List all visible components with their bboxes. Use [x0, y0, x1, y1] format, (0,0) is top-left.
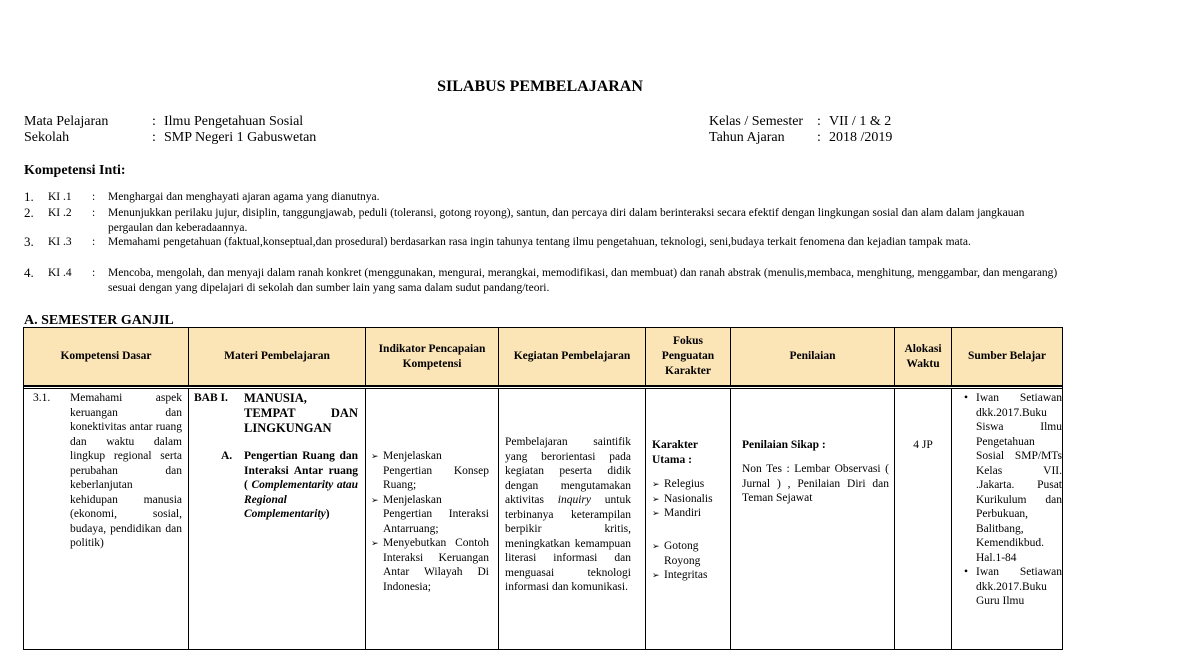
kd-text: Memahami aspek keruangan dan konektivitas antar ruang dan waktu dalam lingkup regional serta perubahan dan keberlanjutan kehidupan manusia (ekonomi, sosial, budaya, pendidikan dan politik)	[70, 392, 182, 549]
sub-paren-open: (	[244, 479, 248, 491]
bab-label: BAB I.	[194, 392, 228, 404]
meta-value: VII / 1 & 2	[829, 114, 892, 129]
ki-code: KI .1	[48, 191, 72, 203]
meta-sep: :	[152, 130, 156, 145]
ki-number: 4.	[24, 265, 34, 280]
ki-item-1	[24, 190, 1044, 205]
list-item: ➢ Menjelaskan Pengertian Interaksi Antarruang;	[371, 493, 489, 537]
ki-text: Mencoba, mengolah, dan menyaji dalam ranah konkret (menggunakan, mengurai, merangkai, memodifikasi, dan membuat) dan ranah abstrak (menulis,membaca, menghitung, menggambar, dan mengarang) sesuai dengan yang dipelajari di sekolah dan sumber lain yang sama dalam sudut pandang/teori.	[108, 267, 1058, 294]
col-header-karakter: Fokus Penguatan Karakter	[646, 328, 731, 387]
kegiatan-part-1: Pembelajaran saintifik yang berorientasi pada kegiatan peserta didik dengan mengutamakan aktivitas	[505, 436, 631, 506]
meta-sep: :	[152, 114, 156, 129]
ki-number: 3.	[24, 234, 34, 249]
ki-item-4	[24, 265, 1058, 296]
semester-heading: A. SEMESTER GANJIL	[24, 313, 174, 328]
list-item: ➢ Relegius	[652, 477, 728, 492]
kd-number: 3.1.	[33, 392, 51, 404]
table-header-row	[24, 328, 1063, 387]
ki-item-3	[24, 235, 1044, 265]
list-item: ➢ Menjelaskan Pengertian Konsep Ruang;	[371, 449, 489, 493]
ki-number: 1.	[24, 189, 34, 204]
meta-row-year	[709, 130, 892, 146]
meta-label: Sekolah	[24, 130, 70, 145]
sumber-list	[958, 391, 1062, 609]
karakter-list-b	[652, 539, 722, 583]
ki-text: Memahami pengetahuan (faktual,konseptual,dan prosedural) berdasarkan rasa ingin tahunya tentang ilmu pengetahuan, teknologi, seni,budaya terkait fenomena dan kejadian tampak mata.	[108, 236, 971, 248]
karakter-list-a	[652, 477, 728, 521]
col-header-kd: Kompetensi Dasar	[24, 328, 189, 387]
list-item: • Iwan Setiawan dkk.2017.Buku Siswa Ilmu Pengetahuan Sosial SMP/MTs Kelas VII. .Jakarta. Pusat Kurikulum dan Perbukuan, Balitbang, Kemendikbud. Hal.1-84	[976, 391, 1062, 565]
sumber-cell	[952, 389, 1063, 650]
meta-sep: :	[817, 114, 821, 129]
document-title: SILABUS PEMBELAJARAN	[437, 78, 643, 95]
ki-code: KI .3	[48, 236, 72, 248]
ki-sep: :	[92, 191, 96, 203]
list-item: ➢ Mandiri	[652, 506, 728, 521]
ki-code: KI .2	[48, 207, 72, 219]
kegiatan-part-2: untuk terbinanya keterampilan berpikir kritis, meningkatkan kemampuan literasi informasi dan menguasai teknologi informasi dan komunikasi.	[505, 494, 631, 593]
meta-label: Mata Pelajaran	[24, 114, 109, 129]
penilaian-cell	[731, 389, 895, 650]
list-item: ➢ Nasionalis	[652, 492, 728, 507]
alokasi-cell	[895, 389, 952, 650]
col-header-indikator: Indikator Pencapaian Kompetensi	[366, 328, 499, 387]
sub-letter: A.	[221, 450, 233, 462]
meta-label: Tahun Ajaran	[709, 130, 785, 145]
sub-topic	[244, 449, 358, 522]
penilaian-text: Non Tes : Lembar Observasi ( Jurnal ) , Penilaian Diri dan Teman Sejawat	[742, 463, 889, 504]
meta-value: SMP Negeri 1 Gabuswetan	[164, 130, 317, 145]
kegiatan-italic: inquiry	[557, 494, 591, 506]
sub-title: Pengertian Ruang dan Interaksi Antar ruang	[244, 450, 358, 477]
kd-cell	[24, 389, 189, 650]
indikator-list	[371, 449, 489, 594]
col-header-alokasi: Alokasi Waktu	[895, 328, 952, 387]
ki-sep: :	[92, 236, 96, 248]
meta-label: Kelas / Semester	[709, 114, 804, 129]
sub-italic: Complementarity atau Regional Complementarity	[244, 479, 358, 520]
meta-row-subject	[24, 114, 316, 130]
col-header-kegiatan: Kegiatan Pembelajaran	[499, 328, 646, 387]
meta-right	[709, 114, 892, 146]
syllabus-table	[23, 327, 1063, 650]
penilaian-heading: Penilaian Sikap :	[742, 439, 826, 451]
meta-sep: :	[817, 130, 821, 145]
col-header-sumber: Sumber Belajar	[952, 328, 1063, 387]
ki-number: 2.	[24, 205, 34, 220]
sub-paren-close: )	[325, 508, 330, 520]
meta-row-class	[709, 114, 892, 130]
ki-heading: Kompetensi Inti:	[24, 163, 126, 178]
alokasi-value: 4 JP	[913, 439, 933, 451]
ki-text: Menghargai dan menghayati ajaran agama yang dianutnya.	[108, 191, 380, 203]
list-item: ➢ Menyebutkan Contoh Interaksi Keruangan Antar Wilayah Di Indonesia;	[371, 536, 489, 594]
ki-text: Menunjukkan perilaku jujur, disiplin, tanggungjawab, peduli (toleransi, gotong royong), santun, dan percaya diri dalam berinteraksi secara efektif dengan lingkungan sosial dan alam dalam jangkauan pergaulan dan keberadaannya.	[108, 207, 1025, 234]
list-item: ➢ Integritas	[652, 568, 722, 583]
bab-title: MANUSIA, TEMPAT DAN LINGKUNGAN	[244, 391, 358, 435]
col-header-materi: Materi Pembelajaran	[189, 328, 366, 387]
ki-item-2	[24, 206, 1044, 236]
ki-sep: :	[92, 267, 96, 279]
kegiatan-text	[505, 435, 631, 595]
materi-cell	[189, 389, 366, 650]
col-header-penilaian: Penilaian	[731, 328, 895, 387]
meta-row-school	[24, 130, 316, 146]
karakter-cell	[646, 389, 731, 650]
meta-left	[24, 114, 316, 146]
list-item: ➢ Gotong Royong	[652, 539, 722, 568]
meta-value: Ilmu Pengetahuan Sosial	[164, 114, 304, 129]
list-item: • Iwan Setiawan dkk.2017.Buku Guru Ilmu	[976, 565, 1062, 609]
table-row	[24, 389, 1063, 650]
ki-sep: :	[92, 207, 96, 219]
meta-value: 2018 /2019	[829, 130, 893, 145]
karakter-heading: Karakter Utama :	[652, 439, 698, 466]
ki-code: KI .4	[48, 267, 72, 279]
indikator-cell	[366, 389, 499, 650]
kegiatan-cell	[499, 389, 646, 650]
